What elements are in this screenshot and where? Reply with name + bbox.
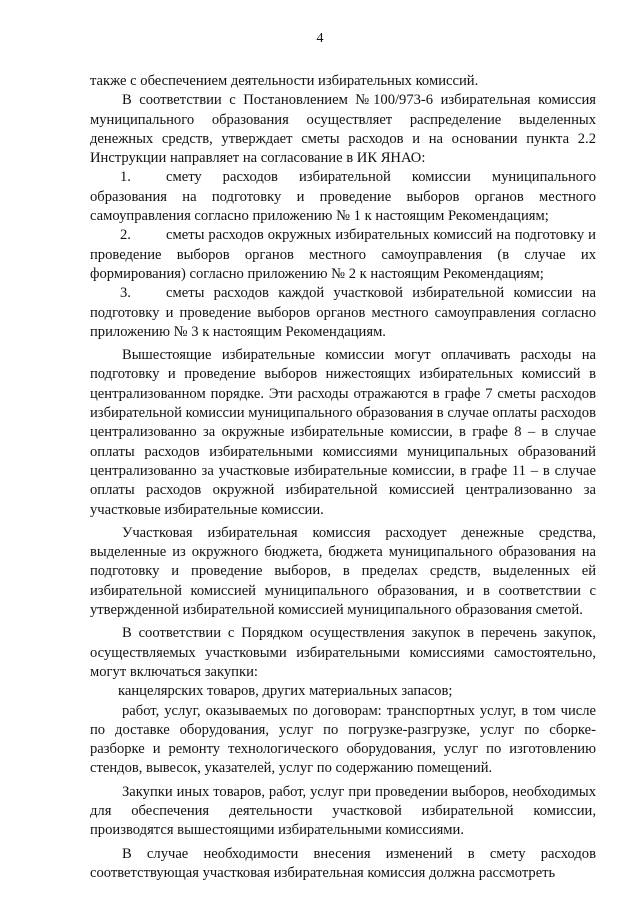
paragraph-estimate-changes: В случае необходимости внесения изменений в смету расходов соответствующая участковая избирательная комиссия должна рассмотреть (90, 845, 596, 881)
list-item-3 (90, 284, 596, 342)
paragraph-precinct-spending: Участковая избирательная комиссия расходует денежные средства, выделенные из окружного бюджета, бюджета муниципального образования на подготовку и проведение выборов, в пределах средств, выделенных ей избирательной комиссией муниципального образования, и в соответствии с утвержденной избирательной комиссией муниципального образования сметой. (90, 524, 596, 619)
list-item-text: сметы расходов окружных избирательных комиссий на подготовку и проведение выборов органов местного самоуправления (в случае их формирования) согласно приложению № 2 к настоящим Рекомендациям; (90, 227, 596, 282)
paragraph-other-purchases: Закупки иных товаров, работ, услуг при проведении выборов, необходимых для обеспечения деятельности участковой избирательной комиссии, производятся вышестоящими избирательными комиссиями. (90, 783, 596, 839)
list-item-text: смету расходов избирательной комиссии муниципального образования на подготовку и проведение выборов органов местного самоуправления согласно приложению № 1 к настоящим Рекомендациям; (90, 169, 596, 225)
list-item-1 (90, 168, 596, 226)
list-item-text: сметы расходов каждой участковой избирательной комиссии на подготовку и проведение выборов органов местного самоуправления согласно приложению № 3 к настоящим Рекомендациям. (90, 285, 596, 340)
paragraph-centralized-payment: Вышестоящие избирательные комиссии могут оплачивать расходы на подготовку и проведение выборов нижестоящих избирательных комиссий в централизованном порядке. Эти расходы отражаются в графе 7 сметы расходов избирательной комиссии муниципального образования в случае оплаты расходов централизованно за окружные избирательные комиссии, в графе 8 – в случае оплаты расходов избирательными комиссиями муниципальных образований централизованно за участковые избирательные комиссии, в графе 11 – в случае оплаты расходов окружной избирательной комиссией централизованно за участковые избирательные комиссии. (90, 347, 596, 518)
page-number: 4 (316, 31, 324, 46)
procurement-item-services: работ, услуг, оказываемых по договорам: транспортных услуг, в том числе по доставке оборудования, услуг по погрузке-разгрузке, услуг по сборке-разборке и ремонту технологического оборудования, услуг по изготовлению стендов, вывесок, указателей, услуг по содержанию помещений. (90, 702, 596, 777)
list-item-number: 3. (120, 285, 131, 302)
paragraph-procurement-order: В соответствии с Порядком осуществления закупок в перечень закупок, осуществляемых участковыми избирательными комиссиями самостоятельно, могут включаться закупки: (90, 625, 596, 680)
list-item-number: 2. (120, 227, 131, 244)
list-item-2 (90, 226, 596, 284)
document-body (90, 72, 596, 883)
list-item-number: 1. (120, 169, 131, 186)
procurement-item-stationery: канцелярских товаров, других материальных запасов; (118, 683, 453, 700)
paragraph-resolution: В соответствии с Постановлением №100/973-6 избирательная комиссия муниципального образования осуществляет распределение выделенных денежных средств, утверждает сметы расходов и на основании пункта 2.2 Инструкции направляет на согласование в ИК ЯНАО: (90, 92, 596, 167)
paragraph-continuation: также с обеспечением деятельности избирательных комиссий. (90, 73, 479, 89)
